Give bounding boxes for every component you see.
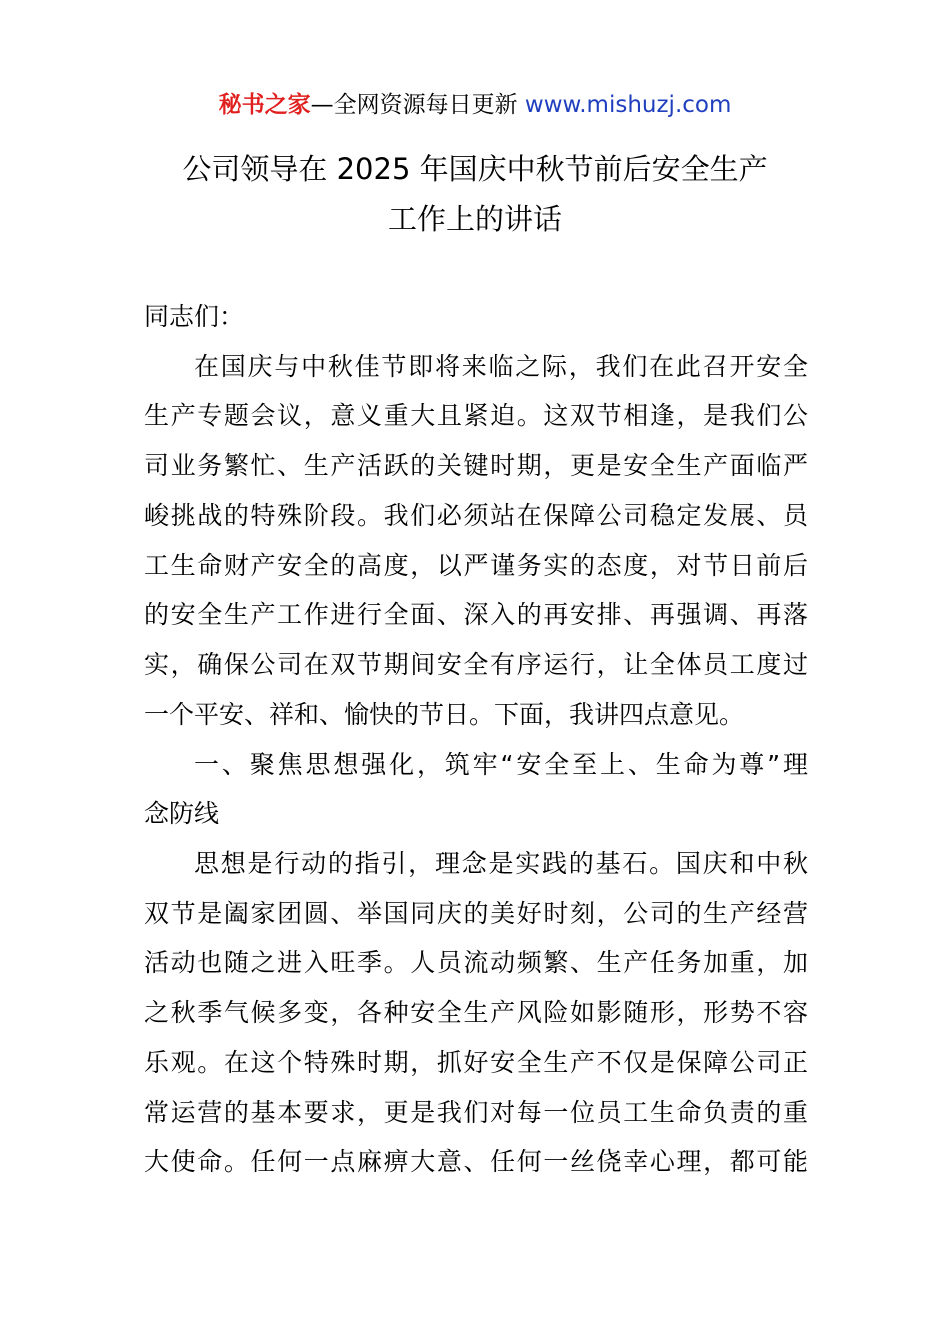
document-title-line-1: 公司领导在 2025 年国庆中秋节前后安全生产 [182, 152, 768, 186]
paragraph-line: 的安全生产工作进行全面、深入的再安排、再强调、再落 [144, 600, 808, 629]
header-tagline: —全网资源每日更新 [310, 92, 525, 118]
site-url[interactable]: www.mishuzj.com [524, 92, 732, 118]
paragraph-line: 工生命财产安全的高度，以严谨务实的态度，对节日前后 [144, 551, 808, 580]
paragraph-line: 双节是阖家团圆、举国同庆的美好时刻，公司的生产经营 [144, 899, 808, 928]
document-title-line-2: 工作上的讲话 [387, 202, 562, 236]
paragraph-line: 活动也随之进入旺季。人员流动频繁、生产任务加重，加 [144, 948, 808, 977]
paragraph-line: 乐观。在这个特殊时期，抓好安全生产不仅是保障公司正 [144, 1048, 808, 1077]
salutation: 同志们： [144, 302, 245, 331]
paragraph-line: 思想是行动的指引，理念是实践的基石。国庆和中秋 [194, 849, 808, 878]
section-heading-line: 一、聚焦思想强化，筑牢“安全至上、生命为尊”理 [194, 750, 808, 779]
paragraph-line: 大使命。任何一点麻痹大意、任何一丝侥幸心理，都可能 [144, 1147, 808, 1176]
paragraph-line: 之秋季气候多变，各种安全生产风险如影随形，形势不容 [144, 998, 808, 1027]
paragraph-line: 生产专题会议，意义重大且紧迫。这双节相逢，是我们公 [144, 401, 808, 430]
paragraph-line: 一个平安、祥和、愉快的节日。下面，我讲四点意见。 [144, 700, 745, 729]
paragraph-line: 峻挑战的特殊阶段。我们必须站在保障公司稳定发展、员 [144, 501, 808, 530]
paragraph-line: 司业务繁忙、生产活跃的关键时期，更是安全生产面临严 [144, 451, 808, 480]
paragraph-line: 在国庆与中秋佳节即将来临之际，我们在此召开安全 [194, 352, 808, 381]
site-header [0, 88, 950, 122]
paragraph-line: 实，确保公司在双节期间安全有序运行，让全体员工度过 [144, 650, 808, 679]
paragraph-line: 常运营的基本要求，更是我们对每一位员工生命负责的重 [144, 1098, 808, 1127]
section-heading-line: 念防线 [144, 799, 220, 828]
brand-name: 秘书之家 [218, 92, 311, 118]
